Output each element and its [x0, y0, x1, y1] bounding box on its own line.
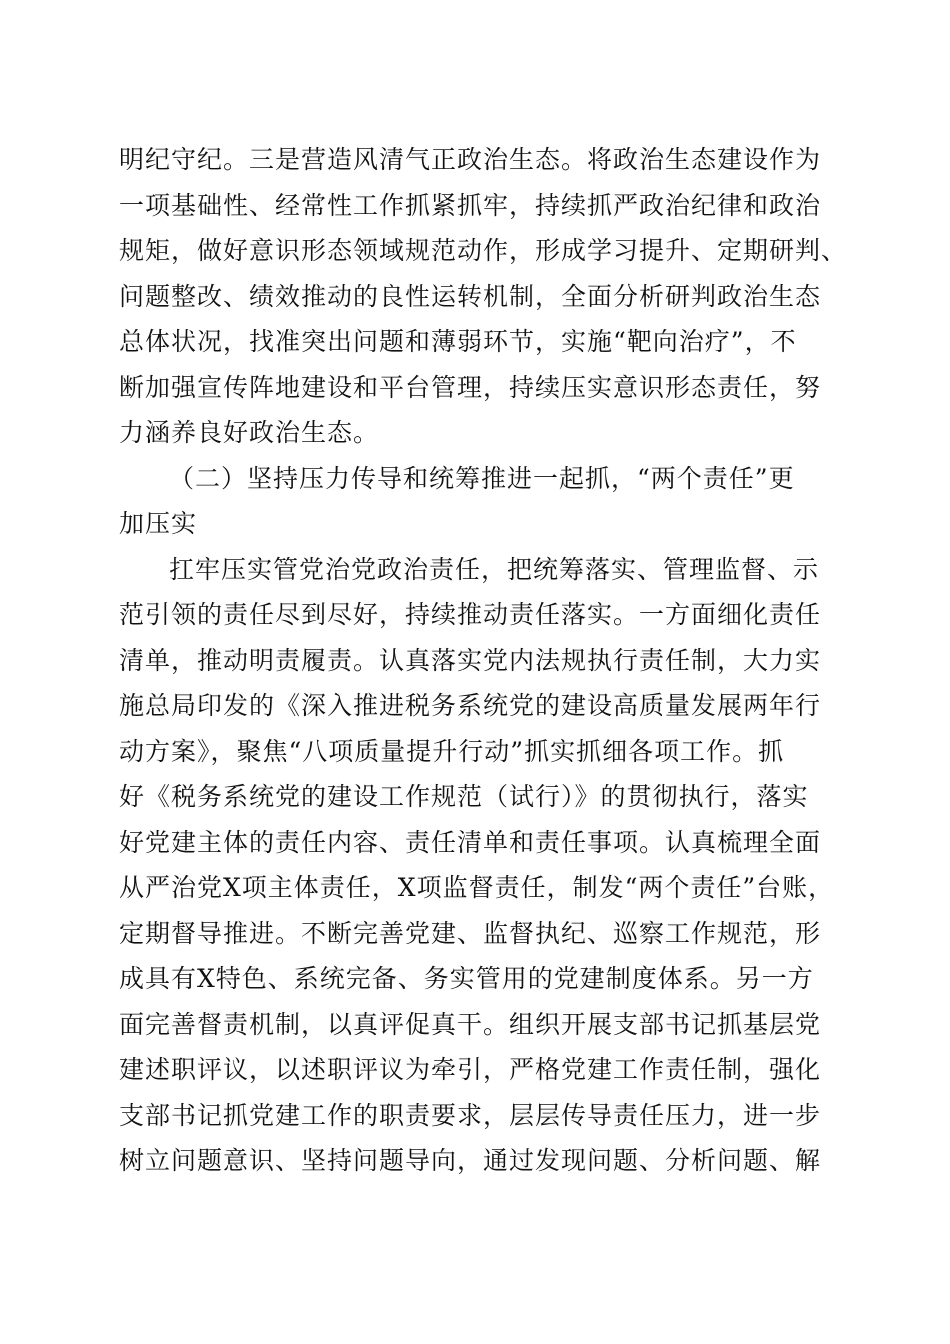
- text-line: 规矩，做好意识形态领域规范动作，形成学习提升、定期研判、: [119, 236, 848, 265]
- text-line: 支部书记抓党建工作的职责要求，层层传导责任压力，进一步: [119, 1100, 822, 1130]
- text-line: 树立问题意识、坚持问题导向，通过发现问题、分析问题、解: [119, 1146, 822, 1175]
- text-line: 断加强宣传阵地建设和平台管理，持续压实意识形态责任，努: [119, 372, 822, 402]
- text-line: 好党建主体的责任内容、责任清单和责任事项。认真梳理全面: [119, 827, 822, 857]
- text-line: 定期督导推进。不断完善党建、监督执纪、巡察工作规范，形: [119, 918, 822, 948]
- section-heading: （二）坚持压力传导和统筹推进一起抓，“两个责任”更: [169, 463, 795, 493]
- text-line: 范引领的责任尽到尽好，持续推动责任落实。一方面细化责任: [119, 600, 822, 629]
- text-line: 总体状况，找准突出问题和薄弱环节，实施“靶向治疗”，不: [119, 327, 797, 356]
- text-line: 清单，推动明责履责。认真落实党内法规执行责任制，大力实: [119, 645, 822, 675]
- paragraph-first-line: 扛牢压实管党治党政治责任，把统筹落实、管理监督、示: [169, 554, 820, 584]
- text-line: 一项基础性、经常性工作抓紧抓牢，持续抓严政治纪律和政治: [119, 190, 822, 220]
- text-line: 从严治党X项主体责任，X项监督责任，制发“两个责任”台账，: [119, 873, 835, 902]
- text-line: 建述职评议，以述职评议为牵引，严格党建工作责任制，强化: [119, 1055, 822, 1084]
- body-text: [119, 137, 848, 1184]
- text-line: 面完善督责机制，以真评促真干。组织开展支部书记抓基层党: [119, 1009, 822, 1039]
- text-line: 施总局印发的《深入推进税务系统党的建设高质量发展两年行: [119, 691, 822, 720]
- section-heading-continued: 加压实: [119, 509, 198, 538]
- text-line: 明纪守纪。三是营造风清气正政治生态。将政治生态建设作为: [119, 145, 822, 174]
- text-line: 成具有X特色、系统完备、务实管用的党建制度体系。另一方: [119, 964, 814, 993]
- text-line: 问题整改、绩效推动的良性运转机制，全面分析研判政治生态: [119, 281, 822, 311]
- text-line: 动方案》，聚焦“八项质量提升行动”抓实抓细各项工作。抓: [119, 736, 785, 766]
- text-line: 力涵养良好政治生态。: [119, 418, 380, 447]
- text-line: 好《税务系统党的建设工作规范（试行）》的贯彻执行，落实: [119, 782, 809, 811]
